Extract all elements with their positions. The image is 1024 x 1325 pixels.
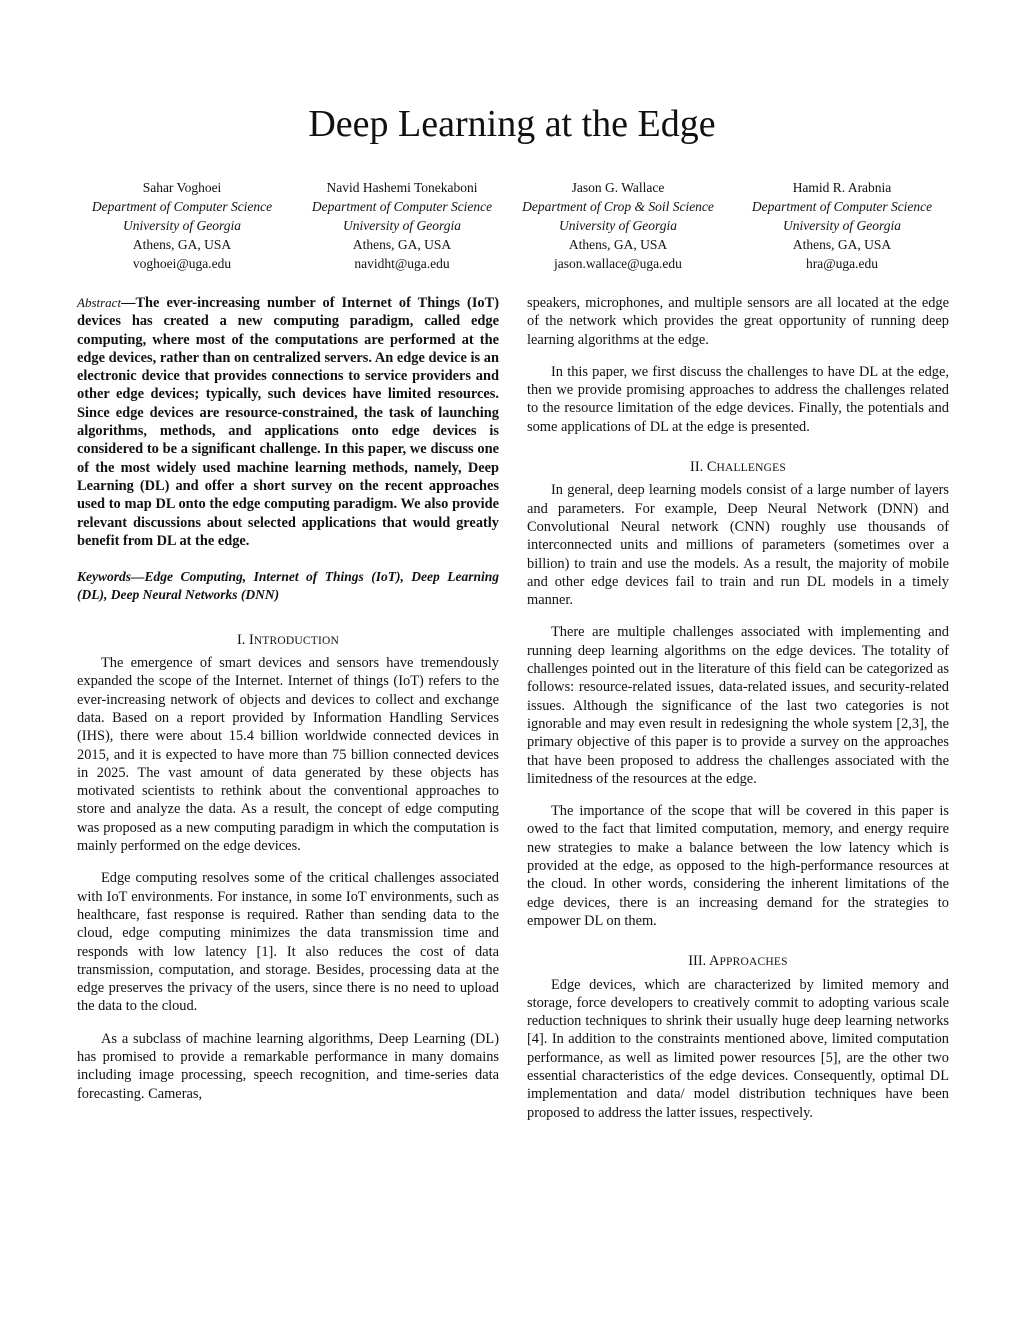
author-city: Athens, GA, USA [568, 237, 668, 252]
author-city: Athens, GA, USA [132, 237, 232, 252]
author-univ: University of Georgia [559, 218, 677, 233]
abstract [77, 294, 499, 550]
keywords-label: Keywords [77, 569, 131, 585]
intro-paragraph: As a subclass of machine learning algorithms, Deep Learning (DL) has promised to provide a remarkable performance in many domains including image processing, speech recognition, and time-series data forecasting. Cameras, [77, 1030, 499, 1102]
paper-title: Deep Learning at the Edge [308, 103, 716, 145]
author-dept: Department of Computer Science [91, 199, 273, 214]
author-name: Navid Hashemi Tonekaboni [326, 180, 478, 195]
intro-paragraph: Edge computing resolves some of the critical challenges associated with IoT environments. For instance, in some IoT environments, such as healthcare, fast response is required. Rather than sending data to the cloud, edge computing minimizes the data transmission time and responds with low latency [1]. It also reduces the cost of data transmission, computation, and storage. Besides, processing data at the edge preserves the privacy of the users, since there is no need to upload the data to the cloud. [77, 870, 499, 1015]
abstract-text: —The ever-increasing number of Internet of Things (IoT) devices has created a new computing paradigm, called edge computing, where most of the computations are performed at the edge devices, rather than on centralized servers. An edge device is an electronic device that provides connections to service providers and other edge devices; typically, such devices have limited resources. Since edge devices are resource-constrained, the task of launching algorithms, methods, and applications onto edge devices is considered to be a significant challenge. In this paper, we discuss one of the most widely used machine learning methods, namely, Deep Learning (DL) and offer a short survey on the recent approaches used to map DL onto the edge computing paradigm. We also provide relevant discussions about selected applications that would greatly benefit from DL at the edge. [77, 295, 499, 549]
author-univ: University of Georgia [123, 218, 241, 233]
challenges-paragraph: The importance of the scope that will be covered in this paper is owed to the fact that limited computation, memory, and energy require new strategies to make a balance between the low latency which is provided at the edge, as opposed to the high-performance resources at the cloud. In other words, considering the inherent limitations of the edge devices, there is an increasing demand for the strategies to empower DL on them. [527, 803, 949, 929]
author-email: jason.wallace@uga.edu [554, 256, 682, 271]
section-heading-approaches: III. APPROACHES [688, 953, 788, 970]
author-name: Hamid R. Arabnia [792, 180, 892, 195]
challenges-paragraph: In general, deep learning models consist of a large number of layers and parameters. For example, Deep Neural Network (DNN) and Convolutional Neural network (CNN) roughly use thousands of interconnected units and millions of parameters (sometimes over a billion) to train and use the models. As a result, the majority of mobile and other edge devices fail to train and run DL models in a timely manner. [527, 482, 949, 609]
author-name: Jason G. Wallace [571, 180, 665, 195]
author-email: navidht@uga.edu [354, 256, 450, 271]
author-3 [498, 178, 738, 273]
keywords [77, 568, 499, 605]
abstract-label: Abstract [77, 295, 122, 310]
author-block [0, 178, 1024, 273]
left-column [77, 294, 499, 1117]
author-dept: Department of Crop & Soil Science [522, 199, 714, 214]
author-city: Athens, GA, USA [352, 237, 452, 252]
author-name: Sahar Voghoei [142, 180, 222, 195]
section-heading-introduction: I. INTRODUCTION [236, 631, 340, 648]
intro-continuation: speakers, microphones, and multiple sensors are all located at the edge of the network which provides the great opportunity of running deep learning algorithms at the edge. [527, 295, 949, 348]
section-heading-challenges: II. CHALLENGES [690, 459, 786, 476]
author-1 [62, 178, 302, 273]
approaches-paragraph: Edge devices, which are characterized by limited memory and storage, force developers to creatively commit to adopting various scale reduction techniques to shrink their usually huge deep learning networks [4]. In addition to the constraints mentioned above, limited computation performance, as well as limited power resources [5], are the other two essential characteristics of the edge devices. Consequently, optimal DL implementation and data/ model distribution techniques have been proposed to address the latter issues, respectively. [527, 976, 949, 1121]
intro-paragraph: In this paper, we first discuss the challenges to have DL at the edge, then we provide promising approaches to address the challenges related to the resource limitation of the edge devices. Finally, the potentials and some applications of DL at the edge is presented. [527, 363, 949, 435]
author-2 [282, 178, 522, 273]
author-city: Athens, GA, USA [792, 237, 892, 252]
author-email: hra@uga.edu [805, 256, 879, 271]
right-column [527, 294, 949, 1136]
challenges-paragraph: There are multiple challenges associated with implementing and running deep learning algorithms on the edge devices. The totality of challenges pointed out in the literature of this field can be categorized as follows: resource-related issues, data-related issues, and security-related issues. Although the significance of the last two categories is not ignorable and may even result in redesigning the whole system [2,3], the primary objective of this paper is to provide a survey on the approaches that have been proposed to address the challenges associated with the limitedness of the resources at the edge. [527, 624, 949, 787]
author-univ: University of Georgia [343, 218, 461, 233]
author-4 [722, 178, 962, 273]
author-univ: University of Georgia [783, 218, 901, 233]
keywords-text: —Edge Computing, Internet of Things (IoT), Deep Learning (DL), Deep Neural Networks (DNN) [77, 569, 499, 603]
author-dept: Department of Computer Science [751, 199, 933, 214]
author-email: voghoei@uga.edu [132, 256, 232, 271]
author-dept: Department of Computer Science [311, 199, 493, 214]
intro-paragraph: The emergence of smart devices and sensors have tremendously expanded the scope of the Internet. Internet of things (IoT) refers to the ever-increasing network of objects and devices to collect and exchange data. Based on a report provided by Information Handling Services (IHS), there were about 15.4 billion worldwide connected devices in 2015, and it is expected to have more than 75 billion connected devices in 2025. The vast amount of data generated by these objects has motivated scientists to rethink about the conventional approaches to store and analyze the data. As a result, the concept of edge computing was proposed as a new computing paradigm in which the computation is mainly performed on the edge devices. [77, 655, 499, 855]
